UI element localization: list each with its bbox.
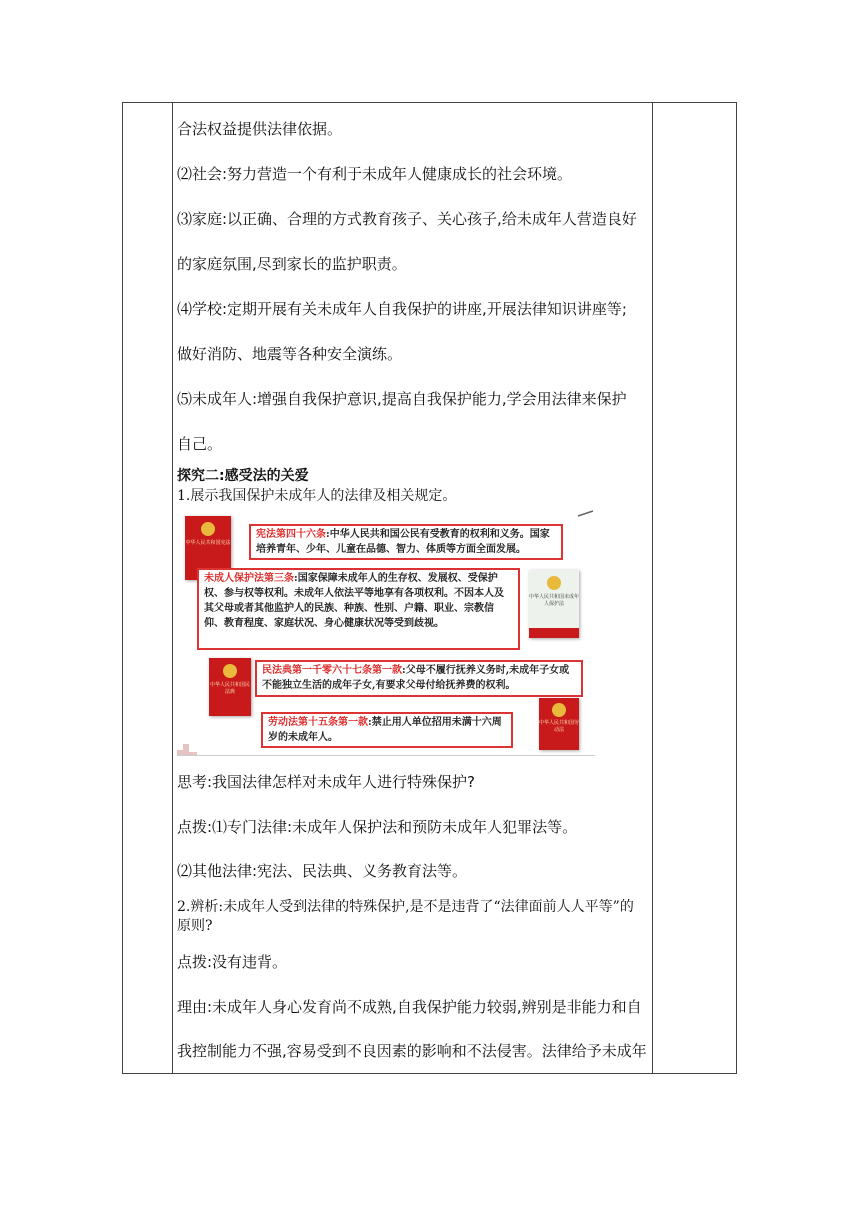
decor-steps — [177, 738, 237, 756]
paragraph: 我控制能力不强,容易受到不良因素的影响和不法侵害。法律给予未成年 — [177, 1042, 647, 1060]
paragraph: ⑶家庭:以正确、合理的方式教育孩子、关心孩子,给未成年人营造良好 — [177, 210, 637, 228]
paragraph: ⑸未成年人:增强自我保护意识,提高自我保护能力,学会用法律来保护 — [177, 390, 627, 408]
paragraph: ⑵其他法律:宪法、民法典、义务教育法等。 — [177, 862, 468, 880]
column-divider-right — [652, 103, 653, 1073]
minor-protection-article-box: 未成人保护法第三条:国家保障未成年人的生存权、发展权、受保护权、参与权等权利。未成年人依法平等地享有各项权利。不因本人及其父母或者其他监护人的民族、种族、性别、户籍、职业、宗教信仰、教育程度、家庭状况、身心健康状况等受到歧视。 — [197, 568, 520, 650]
paragraph: ⑵社会:努力营造一个有利于未成年人健康成长的社会环境。 — [177, 165, 573, 183]
paragraph: 做好消防、地震等各种安全演练。 — [177, 345, 403, 363]
civil-code-book: 中华人民共和国民法典 — [209, 658, 251, 716]
paragraph: 合法权益提供法律依据。 — [177, 120, 343, 138]
content-cell — [172, 102, 652, 1074]
law-provisions-image — [177, 506, 595, 756]
constitution-book: 中华人民共和国宪法 — [185, 516, 231, 580]
paragraph: ⑷学校:定期开展有关未成年人自我保护的讲座,开展法律知识讲座等; — [177, 300, 627, 318]
decor-mark — [577, 508, 595, 518]
item-text: 2.辨析:未成年人受到法律的特殊保护,是不是违背了“法律面前人人平等”的原则? — [177, 899, 634, 934]
constitution-article-box: 宪法第四十六条:中华人民共和国公民有受教育的权利和义务。国家培养青年、少年、儿童在品德、智力、体质等方面全面发展。 — [249, 524, 563, 560]
paragraph: 的家庭氛围,尽到家长的监护职责。 — [177, 255, 407, 273]
paragraph: 点拨:没有违背。 — [177, 953, 288, 971]
civil-code-article-box: 民法典第一千零六十七条第一款:父母不履行抚养义务时,未成年子女或不能独立生活的成年子女,有要求父母付给抚养费的权利。 — [255, 660, 583, 697]
minor-protection-book: 中华人民共和国未成年人保护法 — [529, 570, 579, 638]
paragraph: 自己。 — [177, 435, 223, 453]
paragraph: 理由:未成年人身心发育尚不成熟,自我保护能力较弱,辨别是非能力和自 — [177, 998, 642, 1016]
section-heading: 探究二:感受法的关爱 — [177, 468, 309, 484]
paragraph: 点拨:⑴专门法律:未成年人保护法和预防未成年人犯罪法等。 — [177, 818, 578, 836]
labor-law-article-box: 劳动法第十五条第一款:禁止用人单位招用未满十六周岁的未成年人。 — [261, 712, 513, 748]
labor-law-book: 中华人民共和国劳动法 — [539, 698, 579, 750]
item-text: 1.展示我国保护未成年人的法律及相关规定。 — [177, 488, 457, 504]
paragraph: 思考:我国法律怎样对未成年人进行特殊保护? — [177, 773, 476, 791]
